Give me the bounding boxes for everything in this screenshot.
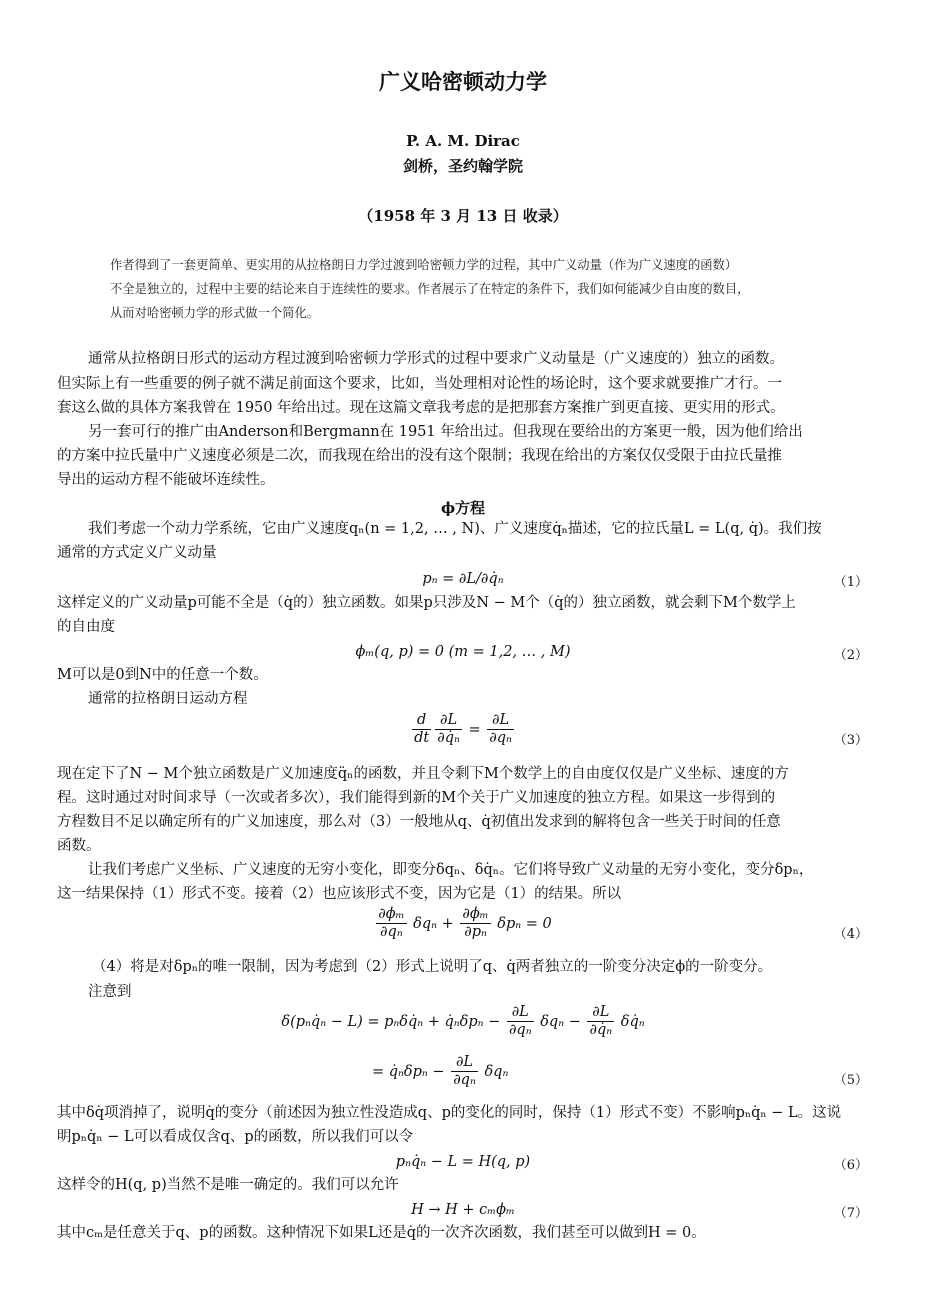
equation-number: （3）	[833, 733, 868, 748]
body-line: （4）将是对δpₙ的唯一限制，因为考虑到（2）形式上说明了q、q̇两者独立的一阶变分决定ϕ的一阶变分。	[92, 959, 773, 975]
body-line: 另一套可行的推广由Anderson和Bergmann在 1951 年给出过。但我现在要给出的方案更一般，因为他们给出	[88, 424, 803, 440]
body-line: 明pₙq̇ₙ − L可以看成仅含q、p的函数，所以我们可以令	[57, 1129, 414, 1145]
body-line: 其中cₘ是任意关于q、p的函数。这种情况下如果L还是q̇的一次齐次函数，我们甚至可以做到H = 0。	[57, 1225, 706, 1241]
equation-number: （5）	[833, 1073, 868, 1088]
equation-number: （4）	[833, 927, 868, 942]
equation-5-line-1: δ(pₙq̇ₙ − L) = pₙδq̇ₙ + q̇ₙδpₙ − $\frac{\partial L}{\text{∂qₙ}}$ δqₙ − $\frac{\partial L}{\text{∂q̇ₙ}}$ δq̇ₙ	[281, 1004, 645, 1038]
equation-number: （2）	[833, 648, 868, 663]
abstract-line: 从而对哈密顿力学的形式做一个简化。	[110, 306, 320, 320]
body-line: 通常的拉格朗日运动方程	[88, 691, 248, 707]
equation-4: $\frac{\text{∂ϕₘ}}{\text{∂qₙ}}$ δqₙ + $\frac{\text{∂ϕₘ}}{\text{∂pₙ}}$ δpₙ = 0	[378, 906, 552, 940]
equation-number: （7）	[833, 1206, 868, 1221]
body-line: 但实际上有一些重要的例子就不满足前面这个要求，比如，当处理相对论性的场论时，这个要求就要推广才行。一	[57, 376, 782, 392]
equation-1: pₙ = ∂L/∂q̇ₙ	[422, 571, 504, 587]
body-line: 程。这时通过对时间求导（一次或者多次），我们能得到新的M个关于广义加速度的独立方程。如果这一步得到的	[57, 790, 776, 806]
body-line: 现在定下了N − M个独立函数是广义加速度q̈ₙ的函数，并且令剩下M个数学上的自由度仅仅是广义坐标、速度的方	[57, 766, 789, 782]
body-line: 套这么做的具体方案我曾在 1950 年给出过。现在这篇文章我考虑的是把那套方案推广到更直接、更实用的形式。	[57, 400, 785, 416]
equation-number: （1）	[833, 575, 868, 590]
equation-5-line-2: = q̇ₙδpₙ − $\frac{\partial L}{\text{∂qₙ}}$ δqₙ	[372, 1054, 509, 1088]
body-line: 通常的方式定义广义动量	[57, 545, 217, 561]
received-date: （1958 年 3 月 13 日 收录）	[358, 207, 568, 225]
body-line: 让我们考虑广义坐标、广义速度的无穷小变化，即变分δqₙ、δq̇ₙ。它们将导致广义动量的无穷小变化，变分δpₙ，	[88, 862, 814, 878]
abstract-line: 不全是独立的，过程中主要的结论来自于连续性的要求。作者展示了在特定的条件下，我们如何能减少自由度的数目，	[110, 282, 750, 296]
fraction: $\frac{d}{dt}$	[414, 712, 430, 746]
body-line: 我们考虑一个动力学系统，它由广义速度qₙ(n = 1,2, … , N)、广义速度q̇ₙ描述，它的拉氏量L = L(q, q̇)。我们按	[88, 521, 822, 537]
body-line: 方程数目不足以确定所有的广义加速度，那么对（3）一般地从q、q̇初值出发求到的解将包含一些关于时间的任意	[57, 814, 781, 830]
equation-6: pₙq̇ₙ − L = H(q, p)	[395, 1154, 531, 1170]
fraction: $\frac{\partial L}{\text{∂q̇ₙ}}$	[437, 712, 460, 746]
body-line: M可以是0到N中的任意一个数。	[57, 667, 268, 683]
body-line: 这样定义的广义动量p可能不全是（q̇的）独立函数。如果p只涉及N − M个（q̇的）独立函数，就会剩下M个数学上	[57, 595, 796, 611]
body-line: 导出的运动方程不能破坏连续性。	[57, 472, 275, 488]
body-line: 注意到	[88, 984, 132, 1000]
fraction: $\frac{\partial L}{\text{∂qₙ}}$	[489, 712, 512, 746]
body-line: 的自由度	[57, 619, 115, 635]
body-line: 这样令的H(q, p)当然不是唯一确定的。我们可以允许	[57, 1177, 399, 1193]
body-line: 这一结果保持（1）形式不变。接着（2）也应该形式不变，因为它是（1）的结果。所以	[57, 886, 622, 902]
body-line: 的方案中拉氏量中广义速度必须是二次，而我现在给出的没有这个限制；我现在给出的方案仅仅受限于由拉氏量推	[57, 448, 782, 464]
author-affiliation: 剑桥，圣约翰学院	[402, 157, 523, 175]
equation-2: ϕₘ(q, p) = 0 (m = 1,2, … , M)	[355, 644, 571, 660]
equation-number: （6）	[833, 1158, 868, 1173]
body-line: 其中δq̇项消掉了，说明q̇的变分（前述因为独立性没造成q、p的变化的同时，保持（1）形式不变）不影响pₙq̇ₙ − L。这说	[57, 1105, 842, 1121]
body-line: 函数。	[57, 838, 101, 854]
abstract-line: 作者得到了一套更简单、更实用的从拉格朗日力学过渡到哈密顿力学的过程，其中广义动量（作为广义速度的函数）	[110, 258, 738, 272]
body-line: 通常从拉格朗日形式的运动方程过渡到哈密顿力学形式的过程中要求广义动量是（广义速度的）独立的函数。	[88, 351, 784, 367]
section-heading: ϕ方程	[440, 499, 486, 517]
paper-title: 广义哈密顿动力学	[379, 69, 547, 94]
author-name: P. A. M. Dirac	[406, 132, 520, 150]
equation-3: $\frac{d}{dt}$ $\frac{\partial L}{\text{∂q̇ₙ}}$ = $\frac{\partial L}{\text{∂qₙ}}$	[414, 712, 512, 746]
equation-7: H → H + cₘϕₘ	[411, 1202, 515, 1218]
